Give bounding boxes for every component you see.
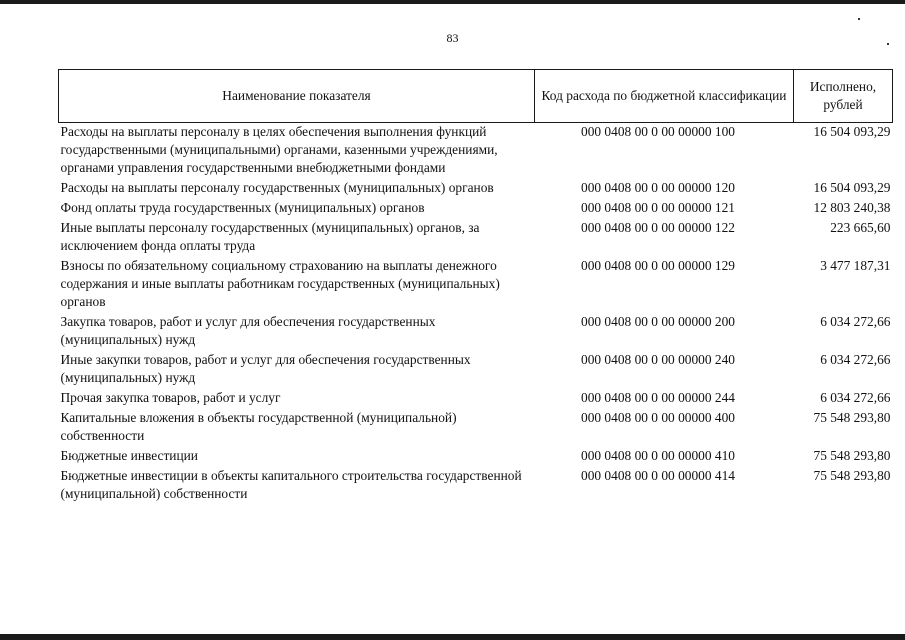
row-name: Бюджетные инвестиции (60, 448, 198, 463)
table-row (59, 351, 893, 389)
row-code: 000 0408 00 0 00 00000 414 (581, 468, 735, 483)
row-amount: 16 504 093,29 (813, 180, 891, 195)
row-amount: 75 548 293,80 (813, 448, 891, 463)
row-code: 000 0408 00 0 00 00000 100 (581, 124, 735, 139)
row-amount: 16 504 093,29 (813, 124, 891, 139)
row-name: Расходы на выплаты персоналу в целях обеспечения выполнения функций государственными (муниципальными) органами, казенными учреждениями, органами управления государственными внебюджетными фондами (60, 124, 498, 175)
row-name: Расходы на выплаты персоналу государственных (муниципальных) органов (60, 180, 494, 195)
table-row (59, 199, 893, 219)
row-code: 000 0408 00 0 00 00000 122 (581, 220, 735, 235)
row-amount: 12 803 240,38 (813, 200, 891, 215)
table-row (59, 313, 893, 351)
row-name: Иные выплаты персоналу государственных (муниципальных) органов, за исключением фонда оплаты труда (60, 220, 480, 253)
table-row (59, 123, 893, 180)
row-name: Прочая закупка товаров, работ и услуг (60, 390, 281, 405)
row-code: 000 0408 00 0 00 00000 410 (581, 448, 735, 463)
table-row (59, 409, 893, 447)
row-amount: 75 548 293,80 (813, 410, 891, 425)
table-row (59, 447, 893, 467)
header-code: Код расхода по бюджетной классификации (535, 70, 794, 123)
row-code: 000 0408 00 0 00 00000 121 (581, 200, 735, 215)
row-code: 000 0408 00 0 00 00000 129 (581, 258, 735, 273)
row-name: Бюджетные инвестиции в объекты капитального строительства государственной (муниципальной) собственности (60, 468, 522, 501)
row-name: Капитальные вложения в объекты государственной (муниципальной) собственности (60, 410, 457, 443)
row-name: Закупка товаров, работ и услуг для обеспечения государственных (муниципальных) нужд (60, 314, 436, 347)
row-code: 000 0408 00 0 00 00000 400 (581, 410, 735, 425)
row-name: Иные закупки товаров, работ и услуг для обеспечения государственных (муниципальных) нужд (60, 352, 471, 385)
header-name: Наименование показателя (59, 70, 535, 123)
table-row (59, 389, 893, 409)
row-name: Фонд оплаты труда государственных (муниципальных) органов (60, 200, 425, 215)
scan-bottom-border (0, 634, 905, 640)
table-row (59, 179, 893, 199)
row-amount: 3 477 187,31 (820, 258, 891, 273)
header-amount: Исполнено, рублей (794, 70, 893, 123)
page-number: 83 (446, 31, 459, 45)
table-row (59, 467, 893, 505)
table-header-row (59, 70, 893, 123)
row-code: 000 0408 00 0 00 00000 240 (581, 352, 735, 367)
expenditure-table (58, 69, 893, 505)
row-amount: 6 034 272,66 (820, 390, 891, 405)
scan-top-border (0, 0, 905, 4)
row-code: 000 0408 00 0 00 00000 120 (581, 180, 735, 195)
table-row (59, 219, 893, 257)
row-amount: 6 034 272,66 (820, 352, 891, 367)
scan-speck (858, 18, 860, 20)
table-row (59, 257, 893, 313)
row-amount: 6 034 272,66 (820, 314, 891, 329)
row-amount: 75 548 293,80 (813, 468, 891, 483)
row-code: 000 0408 00 0 00 00000 200 (581, 314, 735, 329)
row-name: Взносы по обязательному социальному страхованию на выплаты денежного содержания и иные выплаты работникам государственных (муниципальных) органов (60, 258, 500, 309)
row-amount: 223 665,60 (830, 220, 891, 235)
row-code: 000 0408 00 0 00 00000 244 (581, 390, 735, 405)
